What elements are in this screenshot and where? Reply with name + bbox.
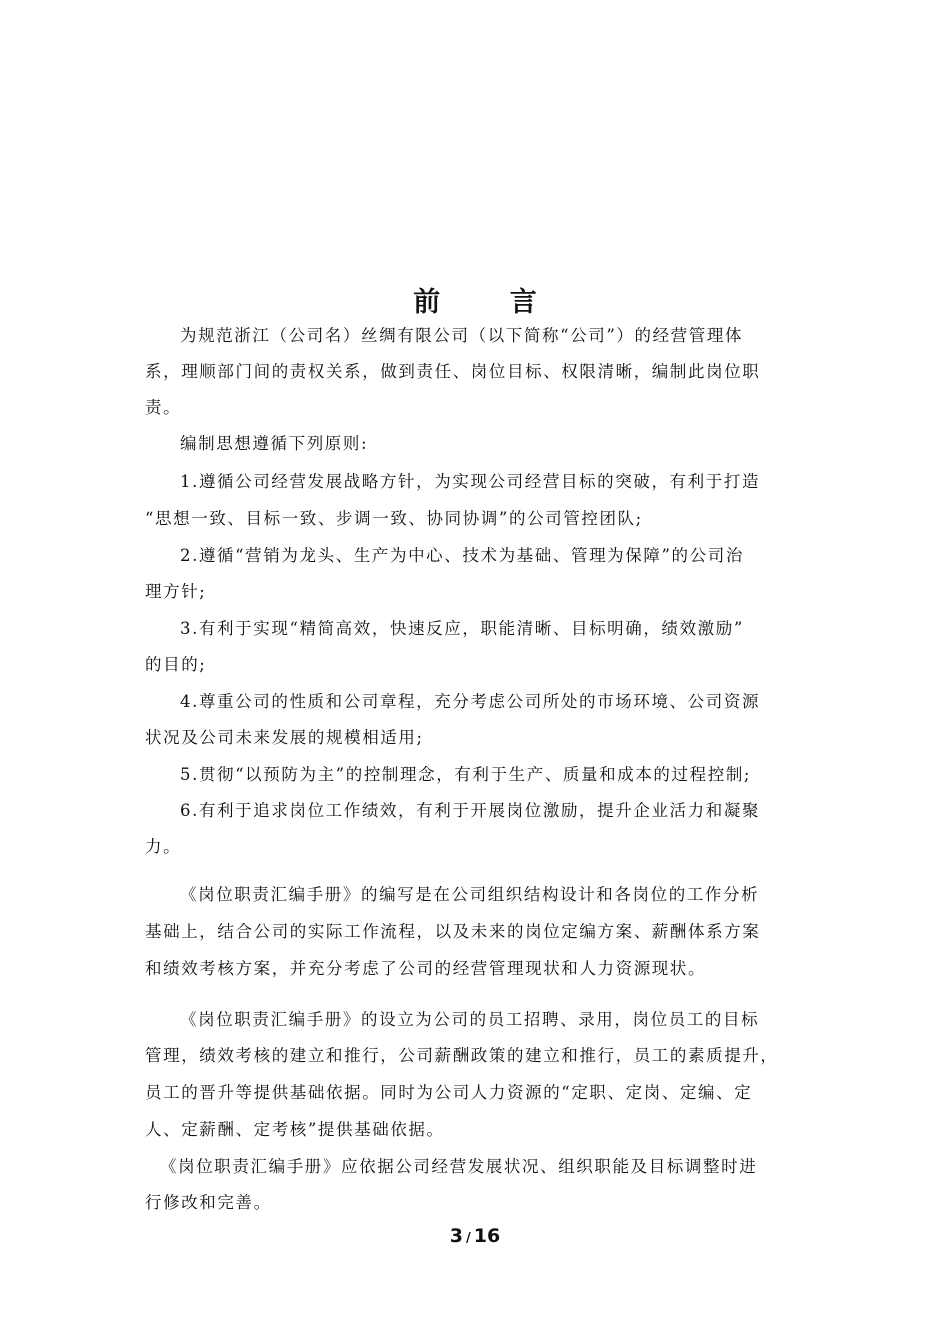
page-current: 3 xyxy=(449,1225,464,1247)
principle-line: 状况及公司未来发展的规模相适用; xyxy=(145,728,424,747)
paragraph-line: 《岗位职责汇编手册》的编写是在公司组织结构设计和各岗位的工作分析 xyxy=(180,885,760,904)
principle-line: 5.贯彻“以预防为主”的控制理念，有利于生产、质量和成本的过程控制; xyxy=(180,765,752,784)
intro-line: 系，理顺部门间的责权关系，做到责任、岗位目标、权限清晰，编制此岗位职 xyxy=(145,362,761,381)
page-title: 前 言 xyxy=(413,287,567,318)
page-number xyxy=(0,1225,950,1247)
principle-line: 力。 xyxy=(145,837,182,856)
paragraph-line: 人、定薪酬、定考核”提供基础依据。 xyxy=(145,1120,445,1139)
intro-line: 责。 xyxy=(145,398,182,417)
page-separator: / xyxy=(466,1231,471,1246)
principle-line: “思想一致、目标一致、步调一致、协同协调”的公司管控团队; xyxy=(145,509,643,528)
principle-line: 2.遵循“营销为龙头、生产为中心、技术为基础、管理为保障”的公司治 xyxy=(180,546,744,565)
paragraph-line: 基础上，结合公司的实际工作流程，以及未来的岗位定编方案、薪酬体系方案 xyxy=(145,922,761,941)
page-total: 16 xyxy=(473,1225,501,1247)
paragraph-line: 《岗位职责汇编手册》的设立为公司的员工招聘、录用，岗位员工的目标 xyxy=(180,1010,760,1029)
principle-line: 6.有利于追求岗位工作绩效，有利于开展岗位激励，提升企业活力和凝聚 xyxy=(180,801,761,820)
principle-line: 3.有利于实现“精简高效，快速反应，职能清晰、目标明确，绩效激励” xyxy=(180,619,744,638)
principles-heading: 编制思想遵循下列原则: xyxy=(180,434,369,453)
principle-line: 1.遵循公司经营发展战略方针，为实现公司经营目标的突破，有利于打造 xyxy=(180,472,761,491)
paragraph-line: 员工的晋升等提供基础依据。同时为公司人力资源的“定职、定岗、定编、定 xyxy=(145,1083,753,1102)
paragraph-line: 《岗位职责汇编手册》应依据公司经营发展状况、组织职能及目标调整时进 xyxy=(160,1157,758,1176)
paragraph-line: 行修改和完善。 xyxy=(145,1193,272,1212)
principle-line: 理方针; xyxy=(145,582,207,601)
paragraph-line: 管理，绩效考核的建立和推行，公司薪酬政策的建立和推行，员工的素质提升， xyxy=(145,1046,779,1065)
intro-line: 为规范浙江（公司名）丝绸有限公司（以下简称“公司”）的经营管理体 xyxy=(180,326,744,345)
principle-line: 的目的; xyxy=(145,655,207,674)
principle-line: 4.尊重公司的性质和公司章程，充分考虑公司所处的市场环境、公司资源 xyxy=(180,692,761,711)
paragraph-line: 和绩效考核方案，并充分考虑了公司的经营管理现状和人力资源现状。 xyxy=(145,959,707,978)
